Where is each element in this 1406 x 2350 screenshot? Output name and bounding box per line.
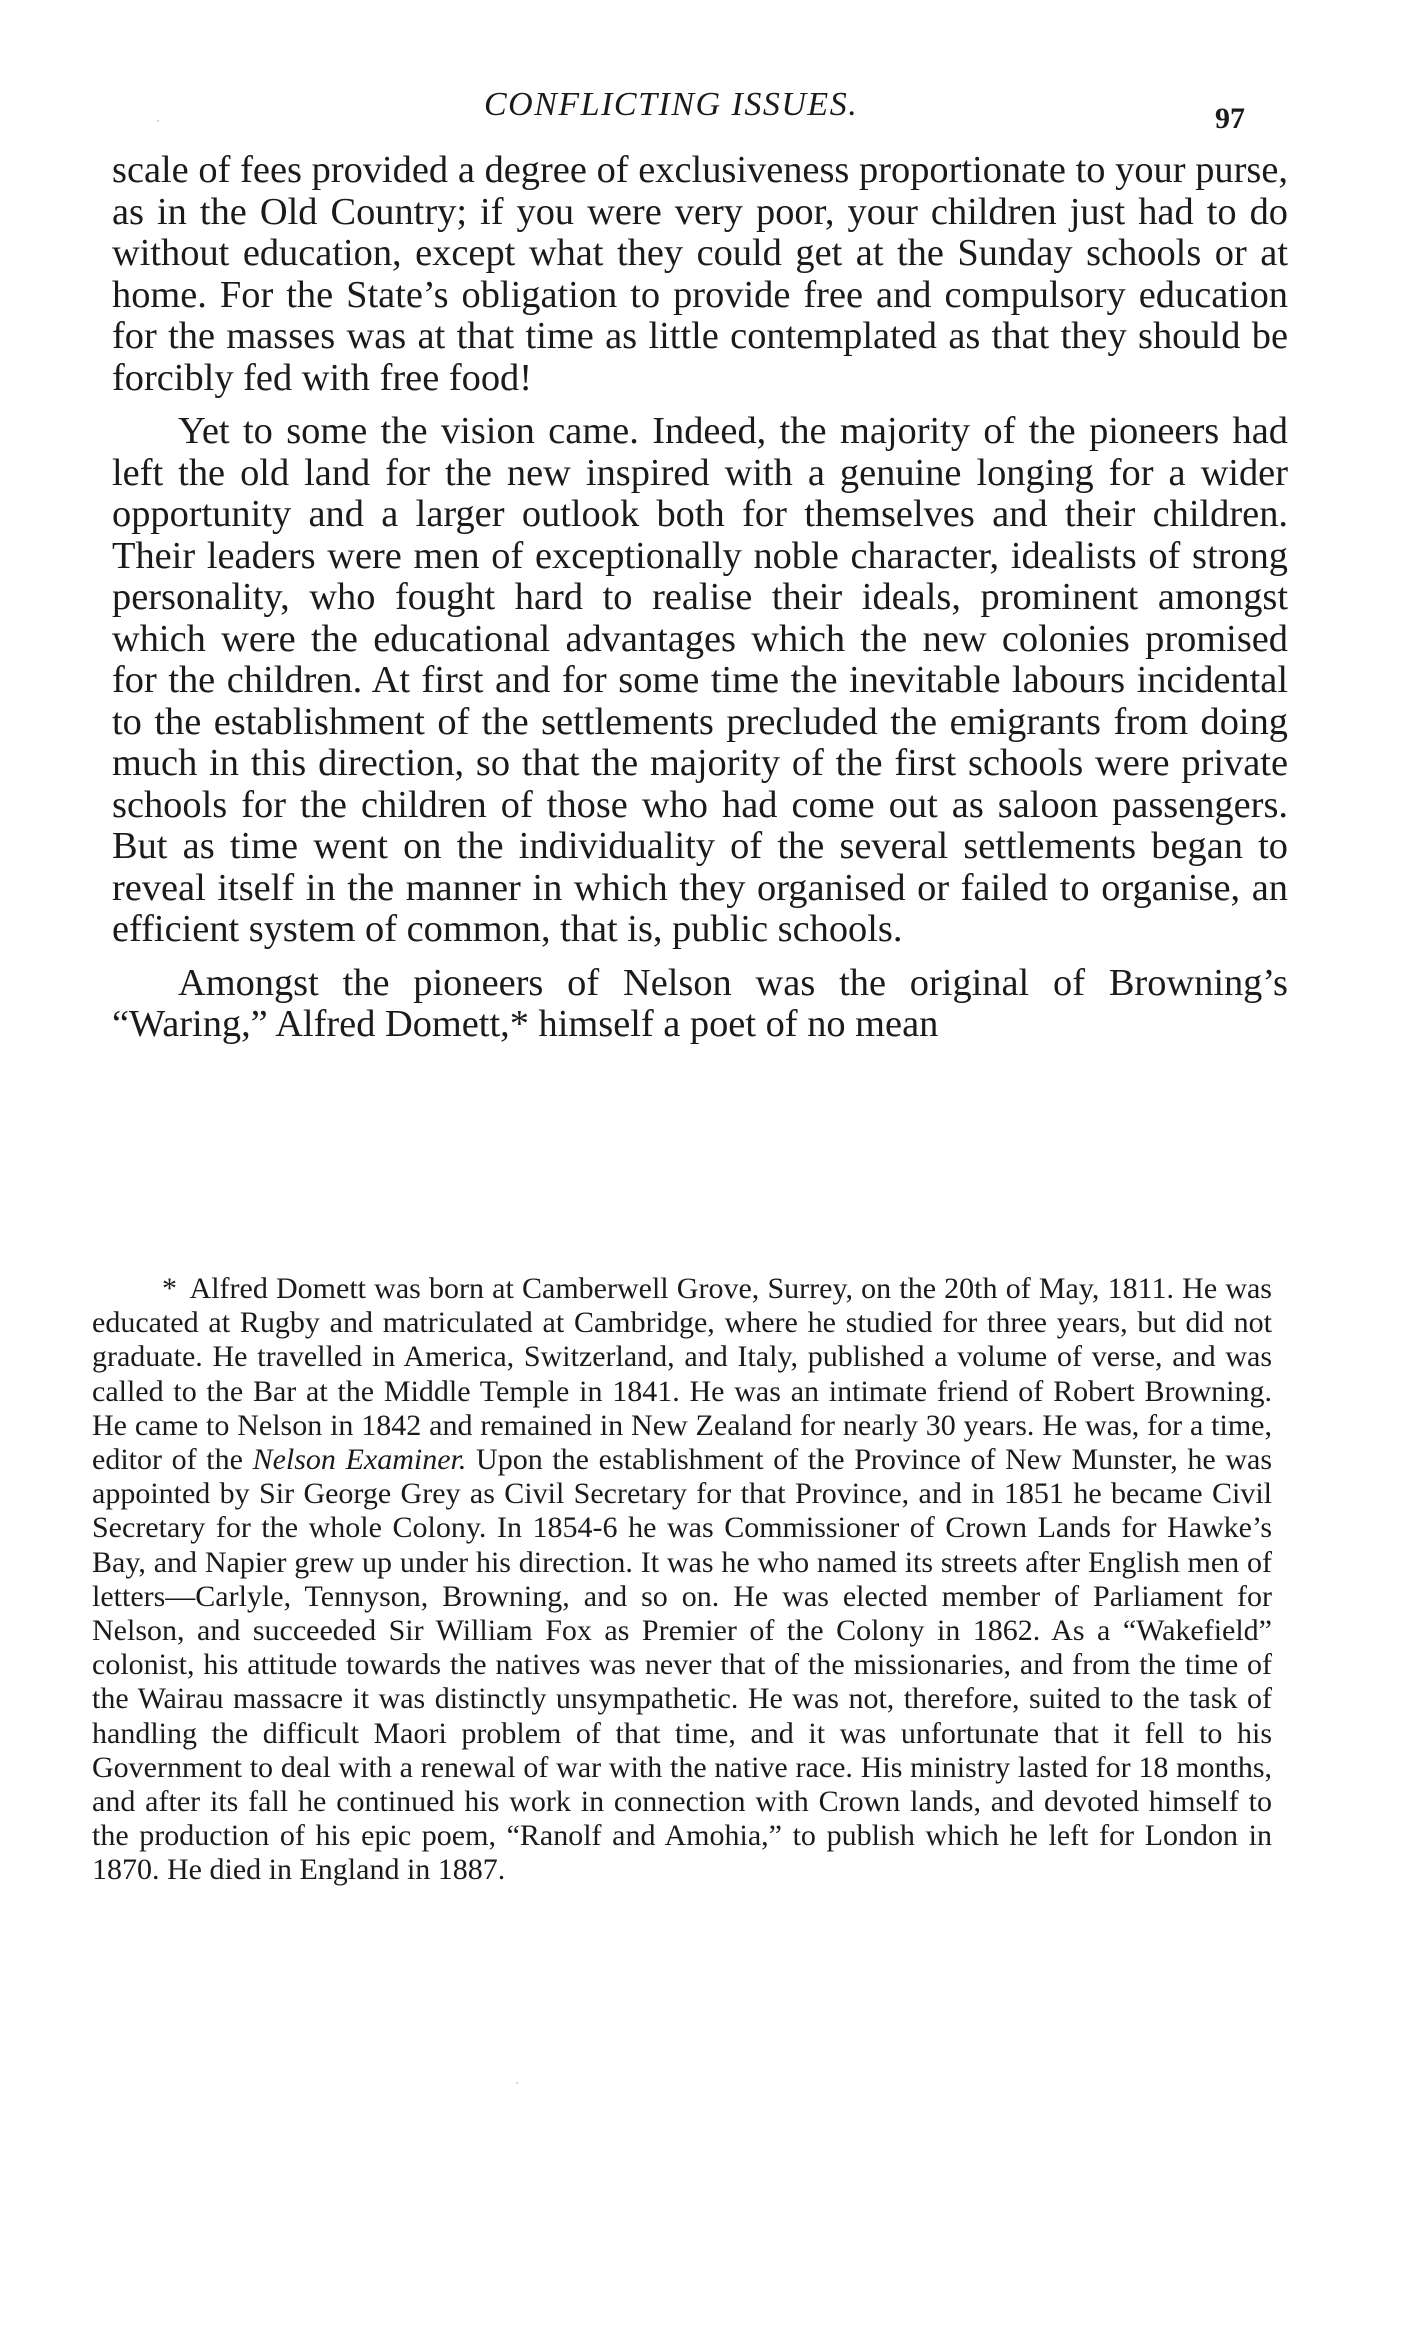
footnote	[92, 1272, 1272, 1888]
newspaper-title: Nelson Examiner.	[252, 1443, 467, 1477]
paper-speck	[516, 2082, 518, 2084]
paper-speck	[157, 120, 159, 122]
paragraph: scale of fees provided a degree of exclusiveness proportionate to your purse, as in the Old Country; if you were very poor, your children just had to do without education, except what they could get at the Sunday schools or at home. For the State’s obligation to provide free and compulsory education for the masses was at that time as little contemplated as that they should be forcibly fed with free food!	[112, 149, 1288, 399]
paragraph: Yet to some the vision came. Indeed, the majority of the pioneers had left the old land for the new inspired with a genuine longing for a wider opportunity and a larger outlook both for themselves and their children. Their leaders were men of exceptionally noble character, idealists of strong personality, who fought hard to realise their ideals, prominent amongst which were the educational advantages which the new colonies promised for the children. At first and for some time the inevitable labours incidental to the establishment of the settlements precluded the emigrants from doing much in this direction, so that the majority of the first schools were private schools for the children of those who had come out as saloon passengers. But as time went on the individuality of the several settlements began to reveal itself in the manner in which they organised or failed to organise, an efficient system of common, that is, public schools.	[112, 410, 1288, 950]
running-title: CONFLICTING ISSUES.	[484, 86, 859, 123]
footnote-text: Alfred Domett was born at Camberwell Grove, Surrey, on the 20th of May, 1811. He was educated at Rugby and matriculated at Cambridge, where he studied for three years, but did not graduate. He travelled in America, Switzerland, and Italy, published a volume of verse, and was called to the Bar at the Middle Temple in 1841. He was an intimate friend of Robert Browning. He came to Nelson in 1842 and remained in New Zealand for nearly 30 years. He was, for a time, editor of the	[92, 1272, 1272, 1477]
paragraph: Amongst the pioneers of Nelson was the original of Browning’s “Waring,” Alfred Domett,* himself a poet of no mean	[112, 961, 1288, 1045]
body-text	[112, 150, 1288, 1058]
page-number: 97	[1215, 102, 1245, 135]
footnote-text: Upon the establishment of the Province of New Munster, he was appointed by Sir George Grey as Civil Secretary for that Province, and in 1851 he became Civil Secretary for the whole Colony. In 1854-6 he was Commissioner of Crown Lands for Hawke’s Bay, and Napier grew up under his direction. It was he who named its streets after English men of letters—Carlyle, Tennyson, Browning, and so on. He was elected member of Parliament for Nelson, and succeeded Sir William Fox as Premier of the Colony in 1862. As a “Wakefield” colonist, his attitude towards the natives was never that of the missionaries, and from the time of the Wairau massacre it was distinctly unsympathetic. He was not, therefore, suited to the task of handling the difficult Maori problem of that time, and it was unfortunate that it fell to his Government to deal with a renewal of war with the native race. His ministry lasted for 18 months, and after its fall he continued his work in connection with Crown lands, and devoted himself to the production of his epic poem, “Ranolf and Amohia,” to publish which he left for London in 1870. He died in England in 1887.	[92, 1443, 1273, 1887]
footnote-paragraph	[92, 1272, 1272, 1888]
footnote-marker: *	[162, 1272, 177, 1305]
running-head	[0, 86, 1406, 146]
